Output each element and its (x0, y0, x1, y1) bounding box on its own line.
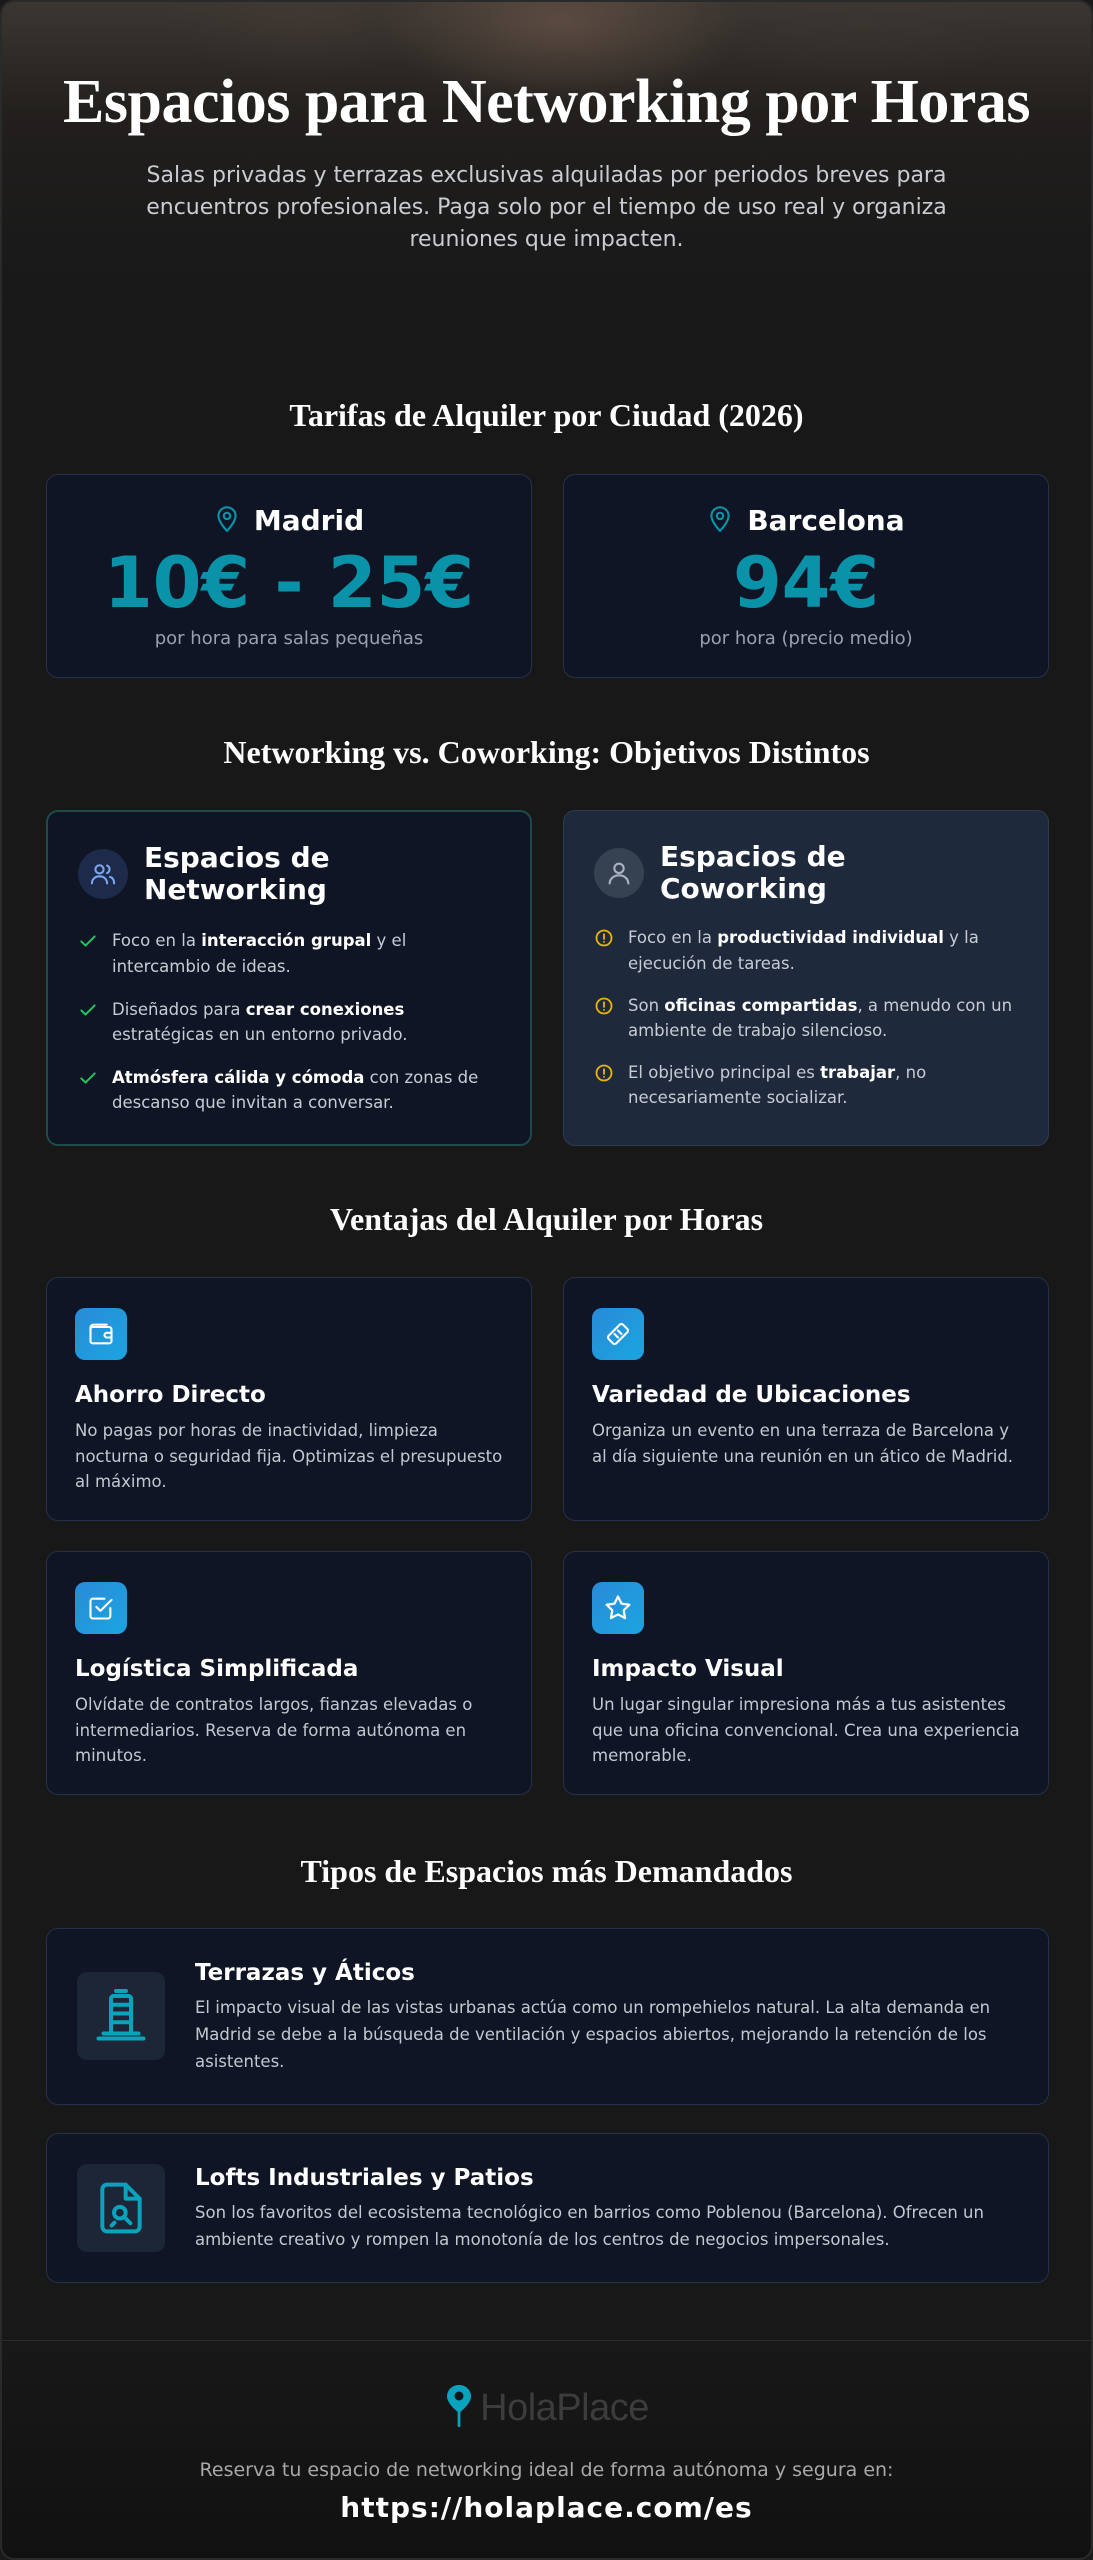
advantage-title: Ahorro Directo (75, 1382, 266, 1408)
price-note: por hora para salas pequeñas (154, 628, 424, 649)
comparison-item (78, 1065, 502, 1116)
advantage-card (46, 1277, 532, 1521)
networking-card (46, 810, 532, 1146)
coworking-list (594, 925, 1020, 1110)
comparison-title: Networking vs. Coworking: Objetivos Distintos (223, 734, 870, 770)
space-type-title: Lofts Industriales y Patios (195, 2165, 534, 2191)
map-pin-icon (214, 503, 240, 537)
map-pin-icon (707, 503, 733, 537)
advantage-desc: Organiza un evento en una terraza de Barcelona y al día siguiente una reunión en un ático de Madrid. (592, 1421, 1014, 1466)
comparison-item-text: Foco en la interacción grupal y el intercambio de ideas. (112, 931, 407, 976)
advantage-desc: No pagas por horas de inactividad, limpieza nocturna o seguridad fija. Optimizas el presupuesto al máximo. (75, 1421, 503, 1492)
star-icon (592, 1582, 644, 1634)
hero (2, 2, 1091, 322)
footer (2, 2340, 1091, 2560)
users-icon (78, 849, 128, 899)
price-value: 10€ - 25€ (103, 542, 475, 624)
checkbox-icon (75, 1582, 127, 1634)
check-icon (78, 997, 98, 1048)
advantage-card (563, 1551, 1049, 1795)
file-search-icon (77, 2164, 165, 2252)
coworking-card (563, 810, 1049, 1146)
hero-subtitle: Salas privadas y terrazas exclusivas alquiladas por periodos breves para encuentros profesionales. Paga solo por el tiempo de uso real y organiza reuniones que impacten. (146, 163, 947, 252)
space-type-title: Terrazas y Áticos (195, 1960, 415, 1986)
alert-circle-icon (594, 993, 614, 1044)
networking-list (78, 928, 502, 1115)
space-type-card (46, 2133, 1049, 2283)
footer-link[interactable]: https://holaplace.com/es (340, 2491, 753, 2524)
advantage-card (563, 1277, 1049, 1521)
types-title: Tipos de Espacios más Demandados (300, 1853, 793, 1889)
advantages-title: Ventajas del Alquiler por Horas (329, 1201, 764, 1237)
check-icon (78, 1065, 98, 1116)
comparison-item-text: Son oficinas compartidas, a menudo con un ambiente de trabajo silencioso. (628, 995, 1013, 1041)
brand-logo[interactable] (2, 2383, 1091, 2433)
advantage-title: Variedad de Ubicaciones (592, 1382, 911, 1408)
comparison-item (78, 997, 502, 1048)
comparison-item-text: Foco en la productividad individual y la ejecución de tareas. (628, 928, 979, 973)
comparison-item-text: Atmósfera cálida y cómoda con zonas de descanso que invitan a conversar. (112, 1067, 479, 1113)
comparison-item (594, 993, 1020, 1044)
advantage-desc: Un lugar singular impresiona más a tus asistentes que una oficina convencional. Crea una experiencia memorable. (592, 1695, 1020, 1766)
advantage-title: Impacto Visual (592, 1656, 784, 1682)
coworking-title: Espacios de Coworking (660, 840, 846, 906)
price-card-madrid (46, 474, 532, 678)
comparison-item-text: Diseñados para crear conexiones estratégicas en un entorno privado. (112, 999, 408, 1045)
wallet-icon (75, 1308, 127, 1360)
hero-title: Espacios para Networking por Horas (62, 68, 1030, 136)
ticket-icon (592, 1308, 644, 1360)
footer-text: Reserva tu espacio de networking ideal de forma autónoma y segura en: (199, 2459, 894, 2481)
comparison-item (594, 1060, 1020, 1111)
space-type-desc: Son los favoritos del ecosistema tecnológico en barrios como Poblenou (Barcelona). Ofrecen un ambiente creativo y rompen la monotonía de los centros de negocios impersonales. (195, 2203, 984, 2250)
location-pin-icon (444, 2383, 474, 2433)
advantage-desc: Olvídate de contratos largos, fianzas elevadas o intermediarios. Reserva de forma autónoma en minutos. (75, 1695, 473, 1766)
advantage-title: Logística Simplificada (75, 1656, 359, 1682)
prices-title: Tarifas de Alquiler por Ciudad (2026) (289, 397, 804, 433)
networking-title: Espacios de Networking (144, 841, 330, 907)
comparison-item (594, 925, 1020, 976)
user-icon (594, 848, 644, 898)
advantage-card (46, 1551, 532, 1795)
space-type-card (46, 1928, 1049, 2105)
price-note: por hora (precio medio) (699, 628, 913, 649)
comparison-item-text: El objetivo principal es trabajar, no necesariamente socializar. (628, 1062, 927, 1108)
check-icon (78, 928, 98, 979)
alert-circle-icon (594, 1060, 614, 1111)
city-name: Madrid (253, 503, 365, 537)
building-icon (77, 1972, 165, 2060)
price-value: 94€ (732, 542, 880, 624)
price-card-barcelona (563, 474, 1049, 678)
space-type-desc: El impacto visual de las vistas urbanas actúa como un rompehielos natural. La alta demanda en Madrid se debe a la búsqueda de ventilación y espacios abiertos, mejorando la retención de los asistentes. (195, 1998, 991, 2072)
city-name: Barcelona (747, 503, 905, 537)
comparison-item (78, 928, 502, 979)
alert-circle-icon (594, 925, 614, 976)
brand-name: HolaPlace (480, 2386, 649, 2429)
